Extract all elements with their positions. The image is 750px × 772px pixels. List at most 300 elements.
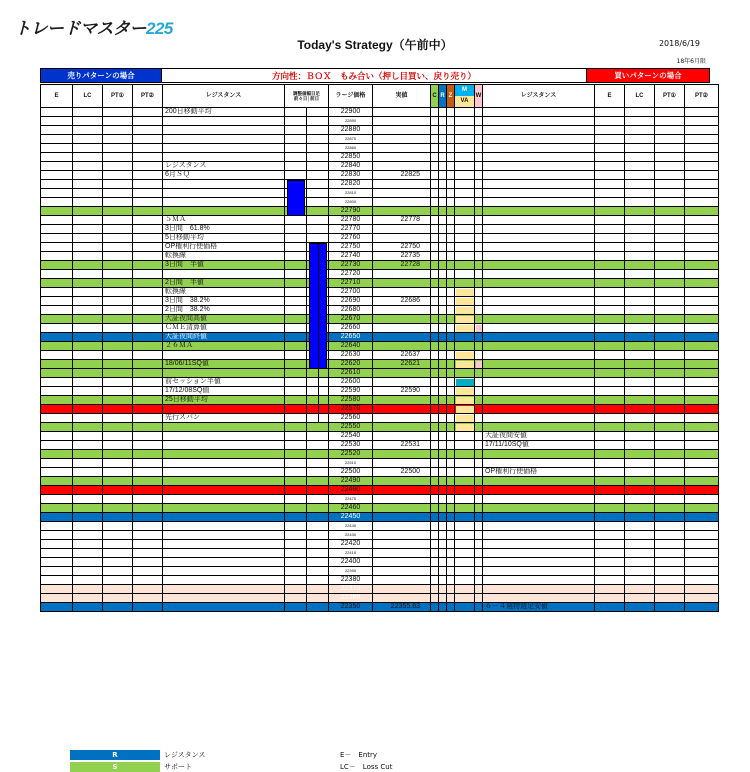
cell-lc bbox=[73, 369, 103, 378]
cell-pt2 bbox=[133, 216, 163, 225]
marker-c bbox=[431, 342, 439, 351]
cell-e bbox=[41, 126, 73, 135]
cell-pt2-right bbox=[685, 486, 719, 495]
marker-r bbox=[439, 324, 447, 333]
resistance-label bbox=[163, 180, 285, 189]
table-row bbox=[41, 279, 719, 288]
marker-w bbox=[475, 576, 483, 585]
marker-z bbox=[447, 297, 455, 306]
obi-prev bbox=[307, 153, 329, 162]
cell-pt1-right bbox=[655, 207, 685, 216]
cell-lc-right bbox=[625, 504, 655, 513]
marker-z bbox=[447, 549, 455, 558]
marker-w bbox=[475, 450, 483, 459]
marker-m bbox=[455, 333, 475, 342]
cell-pt2 bbox=[133, 531, 163, 540]
actual-value bbox=[373, 396, 431, 405]
resistance-right-label bbox=[483, 342, 595, 351]
cell-pt2-right bbox=[685, 351, 719, 360]
cell-e-right bbox=[595, 207, 625, 216]
price-cell: 22620 bbox=[329, 360, 373, 369]
cell-pt2-right bbox=[685, 450, 719, 459]
marker-c bbox=[431, 117, 439, 126]
marker-r bbox=[439, 153, 447, 162]
cell-pt1 bbox=[103, 261, 133, 270]
marker-z bbox=[447, 315, 455, 324]
resistance-label bbox=[163, 576, 285, 585]
marker-z bbox=[447, 126, 455, 135]
col-header-w: W bbox=[475, 85, 483, 108]
cell-e bbox=[41, 117, 73, 126]
cell-lc bbox=[73, 441, 103, 450]
cell-lc-right bbox=[625, 198, 655, 207]
marker-w bbox=[475, 369, 483, 378]
cell-pt2-right bbox=[685, 549, 719, 558]
price-cell: 22890 bbox=[329, 117, 373, 126]
obi-prev2 bbox=[285, 342, 307, 351]
cell-lc-right bbox=[625, 603, 655, 612]
cell-e-right bbox=[595, 153, 625, 162]
cell-lc bbox=[73, 216, 103, 225]
cell-pt2 bbox=[133, 333, 163, 342]
cell-lc bbox=[73, 396, 103, 405]
actual-value bbox=[373, 270, 431, 279]
obi-prev2 bbox=[285, 585, 307, 594]
cell-lc-right bbox=[625, 234, 655, 243]
cell-lc-right bbox=[625, 162, 655, 171]
cell-e-right bbox=[595, 603, 625, 612]
cell-lc bbox=[73, 414, 103, 423]
cell-e-right bbox=[595, 594, 625, 603]
cell-lc bbox=[73, 450, 103, 459]
price-cell: 22900 bbox=[329, 108, 373, 117]
marker-c bbox=[431, 567, 439, 576]
cell-e-right bbox=[595, 126, 625, 135]
resistance-right-label bbox=[483, 414, 595, 423]
cell-pt2-right bbox=[685, 261, 719, 270]
marker-w bbox=[475, 117, 483, 126]
cell-pt1 bbox=[103, 216, 133, 225]
marker-z bbox=[447, 189, 455, 198]
cell-pt1 bbox=[103, 549, 133, 558]
cell-pt1-right bbox=[655, 189, 685, 198]
cell-lc bbox=[73, 387, 103, 396]
marker-m bbox=[455, 549, 475, 558]
marker-m bbox=[455, 279, 475, 288]
cell-lc-right bbox=[625, 513, 655, 522]
marker-z bbox=[447, 324, 455, 333]
cell-pt2 bbox=[133, 180, 163, 189]
cell-pt2 bbox=[133, 486, 163, 495]
resistance-right-label bbox=[483, 522, 595, 531]
cell-lc-right bbox=[625, 486, 655, 495]
cell-lc-right bbox=[625, 243, 655, 252]
cell-pt1-right bbox=[655, 414, 685, 423]
cell-pt1 bbox=[103, 135, 133, 144]
marker-m bbox=[455, 162, 475, 171]
cell-pt1-right bbox=[655, 387, 685, 396]
marker-c bbox=[431, 423, 439, 432]
obi-prev bbox=[307, 459, 329, 468]
cell-pt2-right bbox=[685, 423, 719, 432]
cell-pt1 bbox=[103, 450, 133, 459]
marker-c bbox=[431, 513, 439, 522]
resistance-right-label: OP権利行使価格 bbox=[483, 468, 595, 477]
marker-c bbox=[431, 270, 439, 279]
marker-z bbox=[447, 540, 455, 549]
price-cell: 22440 bbox=[329, 522, 373, 531]
marker-c bbox=[431, 234, 439, 243]
cell-pt1-right bbox=[655, 450, 685, 459]
actual-value bbox=[373, 459, 431, 468]
obi-prev bbox=[307, 108, 329, 117]
cell-lc bbox=[73, 324, 103, 333]
cell-lc bbox=[73, 306, 103, 315]
marker-c bbox=[431, 288, 439, 297]
resistance-right-label bbox=[483, 261, 595, 270]
cell-lc-right bbox=[625, 396, 655, 405]
marker-c bbox=[431, 153, 439, 162]
cell-pt1 bbox=[103, 198, 133, 207]
marker-w bbox=[475, 342, 483, 351]
cell-lc-right bbox=[625, 117, 655, 126]
resistance-right-label bbox=[483, 135, 595, 144]
cell-e-right bbox=[595, 396, 625, 405]
marker-c bbox=[431, 603, 439, 612]
table-row bbox=[41, 207, 719, 216]
cell-lc bbox=[73, 180, 103, 189]
cell-lc bbox=[73, 513, 103, 522]
marker-z bbox=[447, 396, 455, 405]
marker-m bbox=[455, 576, 475, 585]
marker-w bbox=[475, 315, 483, 324]
marker-c bbox=[431, 576, 439, 585]
table-row bbox=[41, 108, 719, 117]
marker-r bbox=[439, 450, 447, 459]
cell-pt1-right bbox=[655, 333, 685, 342]
col-header-price: ラージ価格 bbox=[329, 85, 373, 108]
marker-z bbox=[447, 351, 455, 360]
actual-value bbox=[373, 567, 431, 576]
marker-z bbox=[447, 306, 455, 315]
cell-pt1-right bbox=[655, 117, 685, 126]
w-highlight bbox=[476, 361, 482, 368]
marker-w bbox=[475, 270, 483, 279]
price-cell: 22490 bbox=[329, 477, 373, 486]
table-row bbox=[41, 495, 719, 504]
cell-lc-right bbox=[625, 540, 655, 549]
marker-r bbox=[439, 459, 447, 468]
marker-w bbox=[475, 243, 483, 252]
resistance-right-label bbox=[483, 252, 595, 261]
marker-r bbox=[439, 198, 447, 207]
cell-pt2 bbox=[133, 288, 163, 297]
table-row bbox=[41, 522, 719, 531]
cell-e bbox=[41, 468, 73, 477]
cell-pt1 bbox=[103, 207, 133, 216]
resistance-label: 先行スパン bbox=[163, 414, 285, 423]
price-cell: 22560 bbox=[329, 414, 373, 423]
cell-e-right bbox=[595, 198, 625, 207]
cell-lc bbox=[73, 576, 103, 585]
cell-pt2 bbox=[133, 360, 163, 369]
cell-e bbox=[41, 315, 73, 324]
cell-lc-right bbox=[625, 324, 655, 333]
resistance-right-label bbox=[483, 108, 595, 117]
resistance-right-label bbox=[483, 450, 595, 459]
cell-pt2-right bbox=[685, 567, 719, 576]
w-highlight bbox=[476, 325, 482, 332]
cell-pt1 bbox=[103, 315, 133, 324]
cell-pt2 bbox=[133, 549, 163, 558]
obi-prev2 bbox=[285, 504, 307, 513]
cell-pt1 bbox=[103, 486, 133, 495]
price-cell: 22660 bbox=[329, 324, 373, 333]
cell-lc-right bbox=[625, 351, 655, 360]
marker-z bbox=[447, 414, 455, 423]
cell-pt1-right bbox=[655, 315, 685, 324]
cell-e bbox=[41, 270, 73, 279]
resistance-right-label bbox=[483, 144, 595, 153]
cell-lc bbox=[73, 522, 103, 531]
cell-lc-right bbox=[625, 558, 655, 567]
cell-e-right bbox=[595, 495, 625, 504]
cell-lc-right bbox=[625, 288, 655, 297]
cell-lc bbox=[73, 549, 103, 558]
col-header-pt2: PT② bbox=[133, 85, 163, 108]
marker-r bbox=[439, 432, 447, 441]
table-row bbox=[41, 234, 719, 243]
marker-m bbox=[455, 252, 475, 261]
marker-m bbox=[455, 180, 475, 189]
cell-pt2-right bbox=[685, 495, 719, 504]
cell-pt1-right bbox=[655, 162, 685, 171]
cell-lc-right bbox=[625, 279, 655, 288]
obi-prev bbox=[307, 603, 329, 612]
marker-w bbox=[475, 261, 483, 270]
resistance-right-label bbox=[483, 126, 595, 135]
cell-pt2 bbox=[133, 189, 163, 198]
cell-lc bbox=[73, 486, 103, 495]
marker-m bbox=[455, 513, 475, 522]
table-row bbox=[41, 558, 719, 567]
cell-e bbox=[41, 306, 73, 315]
resistance-label bbox=[163, 558, 285, 567]
table-row bbox=[41, 324, 719, 333]
cell-e-right bbox=[595, 360, 625, 369]
cell-pt1-right bbox=[655, 225, 685, 234]
resistance-right-label bbox=[483, 297, 595, 306]
obi-prev bbox=[307, 225, 329, 234]
table-row bbox=[41, 315, 719, 324]
table-row bbox=[41, 594, 719, 603]
obi-prev2 bbox=[285, 351, 307, 360]
marker-w bbox=[475, 405, 483, 414]
cell-pt2-right bbox=[685, 207, 719, 216]
cell-e-right bbox=[595, 288, 625, 297]
resistance-right-label bbox=[483, 594, 595, 603]
cell-pt2 bbox=[133, 378, 163, 387]
resistance-label: ２６ＭＡ bbox=[163, 342, 285, 351]
cell-pt1 bbox=[103, 405, 133, 414]
marker-r bbox=[439, 216, 447, 225]
cell-pt2-right bbox=[685, 513, 719, 522]
cell-pt1-right bbox=[655, 342, 685, 351]
cell-pt1-right bbox=[655, 441, 685, 450]
obi-prev2 bbox=[285, 369, 307, 378]
marker-c bbox=[431, 189, 439, 198]
cell-lc bbox=[73, 594, 103, 603]
actual-value bbox=[373, 585, 431, 594]
cell-pt1-right bbox=[655, 585, 685, 594]
cell-e bbox=[41, 162, 73, 171]
marker-r bbox=[439, 243, 447, 252]
actual-value bbox=[373, 423, 431, 432]
cell-lc-right bbox=[625, 261, 655, 270]
cell-pt2-right bbox=[685, 324, 719, 333]
cell-pt1 bbox=[103, 468, 133, 477]
resistance-right-label bbox=[483, 225, 595, 234]
cell-pt2-right bbox=[685, 459, 719, 468]
obi-prev2 bbox=[285, 306, 307, 315]
strategy-grid bbox=[40, 84, 719, 612]
cell-e-right bbox=[595, 504, 625, 513]
cell-e-right bbox=[595, 234, 625, 243]
cell-pt1-right bbox=[655, 369, 685, 378]
table-row bbox=[41, 432, 719, 441]
cell-pt1-right bbox=[655, 576, 685, 585]
obi-prev2 bbox=[285, 288, 307, 297]
actual-value bbox=[373, 504, 431, 513]
marker-c bbox=[431, 108, 439, 117]
legend-loss-cut: LC－ Loss Cut bbox=[340, 763, 393, 771]
marker-w bbox=[475, 225, 483, 234]
cell-e-right bbox=[595, 342, 625, 351]
marker-z bbox=[447, 207, 455, 216]
cell-pt1-right bbox=[655, 270, 685, 279]
obi-prev bbox=[307, 495, 329, 504]
obi-prev2 bbox=[285, 468, 307, 477]
marker-r bbox=[439, 531, 447, 540]
cell-pt2-right bbox=[685, 468, 719, 477]
actual-value: 22500 bbox=[373, 468, 431, 477]
col-header-resistance: レジスタンス bbox=[163, 85, 285, 108]
marker-z bbox=[447, 216, 455, 225]
resistance-right-label bbox=[483, 279, 595, 288]
marker-m bbox=[455, 495, 475, 504]
marker-r bbox=[439, 252, 447, 261]
cell-pt2 bbox=[133, 603, 163, 612]
cell-lc bbox=[73, 198, 103, 207]
cell-lc-right bbox=[625, 342, 655, 351]
col-header-resistance-right: レジスタンス bbox=[483, 85, 595, 108]
obi-prev bbox=[307, 468, 329, 477]
cell-pt2 bbox=[133, 135, 163, 144]
marker-r bbox=[439, 558, 447, 567]
cell-pt1-right bbox=[655, 495, 685, 504]
resistance-label bbox=[163, 477, 285, 486]
cell-pt1-right bbox=[655, 243, 685, 252]
cell-pt2-right bbox=[685, 252, 719, 261]
marker-r bbox=[439, 495, 447, 504]
cell-pt1-right bbox=[655, 558, 685, 567]
cell-pt2-right bbox=[685, 504, 719, 513]
cell-pt2-right bbox=[685, 360, 719, 369]
actual-value bbox=[373, 162, 431, 171]
table-row bbox=[41, 351, 719, 360]
resistance-right-label bbox=[483, 162, 595, 171]
cell-e-right bbox=[595, 162, 625, 171]
cell-e-right bbox=[595, 486, 625, 495]
cell-lc-right bbox=[625, 180, 655, 189]
cell-lc-right bbox=[625, 216, 655, 225]
marker-z bbox=[447, 162, 455, 171]
cell-e bbox=[41, 351, 73, 360]
cell-lc-right bbox=[625, 171, 655, 180]
marker-c bbox=[431, 486, 439, 495]
marker-z bbox=[447, 252, 455, 261]
marker-r bbox=[439, 108, 447, 117]
actual-value bbox=[373, 288, 431, 297]
marker-r bbox=[439, 477, 447, 486]
cell-pt2 bbox=[133, 126, 163, 135]
obi-prev2 bbox=[285, 153, 307, 162]
marker-m bbox=[455, 540, 475, 549]
marker-r bbox=[439, 423, 447, 432]
cell-e-right bbox=[595, 117, 625, 126]
cell-pt2 bbox=[133, 441, 163, 450]
actual-value bbox=[373, 198, 431, 207]
obi-prev2 bbox=[285, 135, 307, 144]
actual-value: 22621 bbox=[373, 360, 431, 369]
marker-r bbox=[439, 549, 447, 558]
cell-e bbox=[41, 360, 73, 369]
marker-w bbox=[475, 585, 483, 594]
resistance-label bbox=[163, 189, 285, 198]
cell-pt2 bbox=[133, 540, 163, 549]
resistance-label bbox=[163, 450, 285, 459]
cell-lc bbox=[73, 558, 103, 567]
resistance-label: 18/06/11SQ値 bbox=[163, 360, 285, 369]
buy-pattern-header: 買いパターンの場合 bbox=[586, 68, 710, 83]
marker-z bbox=[447, 522, 455, 531]
marker-c bbox=[431, 351, 439, 360]
resistance-right-label bbox=[483, 306, 595, 315]
price-cell: 22720 bbox=[329, 270, 373, 279]
marker-m bbox=[455, 369, 475, 378]
cell-pt2 bbox=[133, 558, 163, 567]
marker-c bbox=[431, 432, 439, 441]
cell-pt2-right bbox=[685, 378, 719, 387]
marker-z bbox=[447, 423, 455, 432]
marker-m bbox=[455, 450, 475, 459]
cell-pt1-right bbox=[655, 261, 685, 270]
resistance-label bbox=[163, 549, 285, 558]
cell-lc-right bbox=[625, 153, 655, 162]
marker-m bbox=[455, 441, 475, 450]
resistance-label: 17/12/08SQ値 bbox=[163, 387, 285, 396]
marker-w bbox=[475, 522, 483, 531]
cell-pt2-right bbox=[685, 315, 719, 324]
actual-value bbox=[373, 522, 431, 531]
marker-c bbox=[431, 324, 439, 333]
marker-c bbox=[431, 387, 439, 396]
cell-pt2 bbox=[133, 234, 163, 243]
col-header-c: C bbox=[431, 85, 439, 108]
resistance-label: 6月ＳＱ bbox=[163, 171, 285, 180]
resistance-label: 3日間 半値 bbox=[163, 261, 285, 270]
price-cell: 22430 bbox=[329, 531, 373, 540]
